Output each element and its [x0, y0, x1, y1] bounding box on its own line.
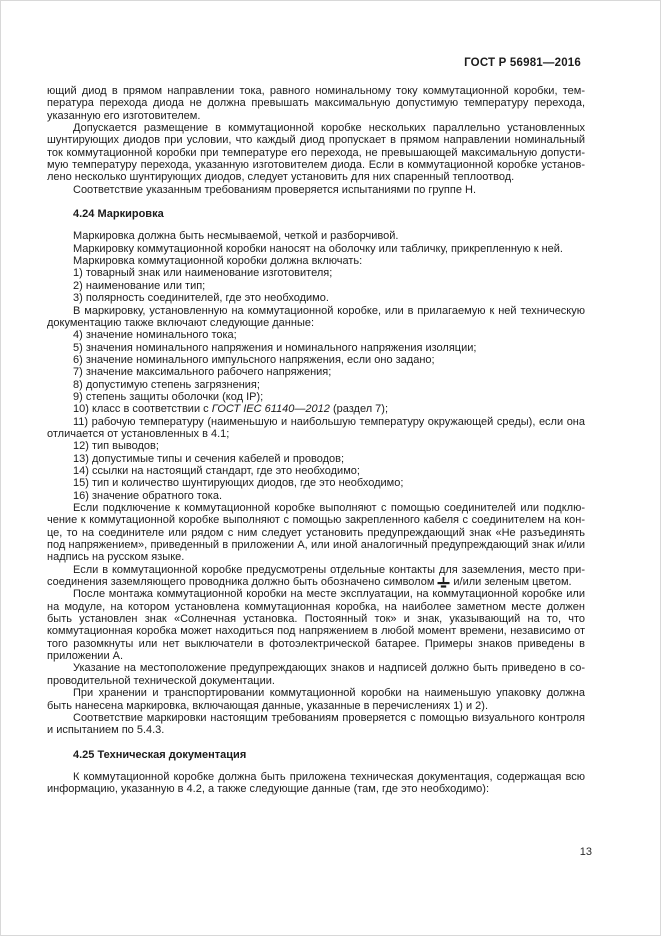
gost-iec-reference: ГОСТ IEC 61140—2012: [211, 403, 330, 416]
list-item: 2) наименование или тип;: [73, 279, 206, 292]
paragraph: Соответствие указанным требованиям проверяется испытаниями по группе Н.: [73, 183, 477, 196]
paragraph: К коммутационной коробке должна быть приложена техническая документация, содержащая всю информацию, указанную в 4.2, а также следующие данные (там, где это необходимо):: [47, 770, 585, 796]
paragraph: Маркировка коммутационной коробки должна включать:: [73, 255, 363, 268]
paragraph: Если подключение к коммутационной коробке выполняют с помощью соединителей или подключение к коммутационной коробке выполняют с помощью закрепленного кабеля с соединителем на конце, то на соединителе или рядом с ним следует установить предупреждающий знак «Не разъединять под напряжением», приведенный в приложении А, или иной аналогичный предупреждающий знак и/или надпись на русском языке.: [47, 502, 585, 564]
list-item: 3) полярность соединителей, где это необходимо.: [73, 292, 329, 305]
paragraph: После монтажа коммутационной коробки на месте эксплуатации, на коммутационной коробке или на модуле, на котором установлена коммутационная коробка, на наиболее заметном месте должен быть установлен знак «Солнечная установка. Постоянный ток» и знак, указывающий на то, что коммутационная коробка может находиться под напряжением в любой момент времени, независимо от того разомкнуты или нет выключатели в фотоэлектрической батарее. Примеры знаков приведены в приложении А.: [47, 588, 585, 663]
text-segment: 10) класс в соответствии с: [73, 403, 212, 416]
paragraph: В маркировку, установленную на коммутационной коробке, или в прилагаемую к ней техническую документацию также включают следующие данные:: [47, 304, 585, 329]
paragraph: Соответствие маркировки настоящим требованиям проверяется с помощью визуального контроля и испытанием по 5.4.3.: [47, 711, 585, 737]
paragraph: Указание на местоположение предупреждающих знаков и надписей должно быть приведено в сопроводительной технической документации.: [47, 662, 585, 687]
section-heading-4-25: 4.25 Техническая документация: [73, 748, 247, 761]
paragraph: При хранении и транспортировании коммутационной коробки на наименьшую упаковку должна быть нанесена маркировка, включающая данные, указанные в перечислениях 1) и 2).: [47, 687, 585, 712]
paragraph: Маркировку коммутационной коробки наносят на оболочку или табличку, прикрепленную к ней.: [73, 242, 563, 255]
paragraph: [47, 564, 585, 589]
list-item: 15) тип и количество шунтирующих диодов, где это необходимо;: [73, 477, 404, 490]
list-item: 1) товарный знак или наименование изготовителя;: [73, 267, 333, 280]
list-item: 5) значения номинального напряжения и номинального напряжения изоляции;: [73, 341, 477, 354]
standard-number-header: ГОСТ Р 56981—2016: [464, 57, 581, 69]
text-segment: Если в коммутационной коробке предусмотрены отдельные контакты для заземления, место присоединения заземляющего проводника должно быть обозначено символом: [47, 563, 585, 589]
paragraph: Допускается размещение в коммутационной коробке нескольких параллельно установленных шунтирующих диодов при условии, что каждый диод пропускает в прямом направлении номинальный ток коммутационной коробки при температуре его перехода, не превышающей максимальную допустимую температуру перехода, указанную изготовителем диода. Если в коммутационной коробке установлено несколько шунтирующих диодов, следует установить для них спаренный теплоотвод.: [47, 122, 585, 184]
page-content: [47, 85, 585, 796]
list-item: 12) тип выводов;: [73, 440, 159, 453]
text-segment: и/или зеленым цветом.: [453, 576, 572, 589]
section-heading-4-24: 4.24 Маркировка: [73, 208, 164, 221]
earth-ground-icon: [437, 577, 450, 588]
paragraph-continuation: ющий диод в прямом направлении тока, равного номинальному току коммутационной коробки, температура перехода диода не должна превышать максимальную допустимую температуру перехода, указанную его изготовителем.: [47, 85, 585, 122]
list-item: 14) ссылки на настоящий стандарт, где это необходимо;: [73, 464, 360, 477]
list-item: [47, 403, 585, 415]
text-segment: (раздел 7);: [329, 403, 389, 416]
list-item: 9) степень защиты оболочки (код IP);: [73, 390, 264, 403]
list-item: 6) значение номинального импульсного напряжения, если оно задано;: [73, 353, 435, 366]
page-number: 13: [579, 846, 592, 858]
list-item: 7) значение максимального рабочего напряжения;: [73, 366, 332, 379]
list-item: 11) рабочую температуру (наименьшую и наибольшую температуру окружающей среды), если она отличается от установленных в 4.1;: [47, 415, 585, 440]
list-item: 13) допустимые типы и сечения кабелей и проводов;: [73, 452, 345, 465]
list-item: 16) значение обратного тока.: [73, 489, 223, 502]
list-item: 8) допустимую степень загрязнения;: [73, 378, 260, 391]
list-item: 4) значение номинального тока;: [73, 329, 237, 342]
paragraph: Маркировка должна быть несмываемой, четкой и разборчивой.: [73, 230, 399, 243]
